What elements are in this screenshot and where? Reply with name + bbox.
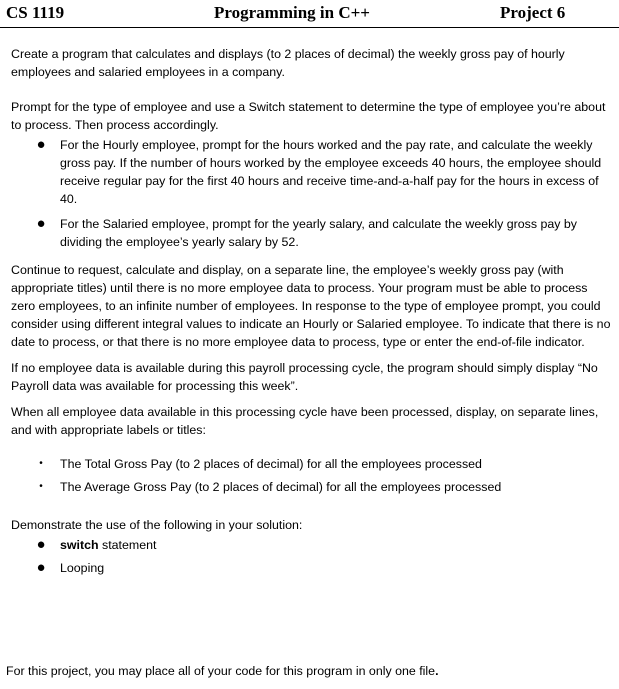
bullet-icon: • <box>39 458 43 469</box>
bullet-icon: • <box>39 481 43 492</box>
continue-paragraph: Continue to request, calculate and display, on a separate line, the employee’s weekly gross pay (with appropriate titles) until there is no more employee data to process. Your program must be able to process zero employees, to an infinite number of employees. In response to the type of employee prompt, you could consider using different integral values to indicate an Hourly or Salaried employee. To indicate that there is no date to process, or that there is no more employee data to process, type or enter the end-of-file indicator. <box>11 263 611 349</box>
when-all-paragraph: When all employee data available in this processing cycle have been processed, display, on separate lines, and with appropriate labels or titles: <box>11 405 599 437</box>
bullet-icon: ● <box>36 536 46 553</box>
project-number: Project 6 <box>500 3 566 22</box>
bullet-icon: ● <box>36 136 46 153</box>
document-header <box>0 0 619 28</box>
switch-keyword: switch <box>60 538 99 552</box>
list-item <box>11 136 613 208</box>
course-title: Programming in C++ <box>214 3 370 22</box>
looping-item-text: Looping <box>60 561 105 575</box>
final-note-text: For this project, you may place all of your code for this program in only one file <box>6 664 436 678</box>
average-gross-pay-text: The Average Gross Pay (to 2 places of decimal) for all the employees processed <box>60 480 502 494</box>
final-note <box>6 662 439 680</box>
prompt-paragraph: Prompt for the type of employee and use a Switch statement to determine the type of employee you’re about to process. Then process accordingly. <box>11 100 606 132</box>
switch-item-text: statement <box>98 538 157 552</box>
totals-list <box>11 455 613 496</box>
no-data-paragraph: If no employee data is available during this payroll processing cycle, the program should simply display “No Payroll data was available for processing this week”. <box>11 361 598 393</box>
bullet-icon: ● <box>36 215 46 232</box>
employee-type-list <box>11 136 613 251</box>
bullet-icon: ● <box>36 559 46 576</box>
list-item <box>11 478 613 496</box>
demonstrate-list <box>11 536 613 577</box>
list-item <box>11 455 613 473</box>
intro-paragraph: Create a program that calculates and displays (to 2 places of decimal) the weekly gross pay of hourly employees and salaried employees in a company. <box>11 47 565 79</box>
list-item <box>11 215 613 251</box>
list-item <box>11 559 613 577</box>
demonstrate-paragraph: Demonstrate the use of the following in your solution: <box>11 518 303 532</box>
final-note-period: . <box>435 664 439 678</box>
list-item <box>11 536 613 554</box>
salaried-employee-text: For the Salaried employee, prompt for the yearly salary, and calculate the weekly gross pay by dividing the employee’s yearly salary by 52. <box>60 217 577 249</box>
hourly-employee-text: For the Hourly employee, prompt for the hours worked and the pay rate, and calculate the weekly gross pay. If the number of hours worked by the employee exceeds 40 hours, the employee should receive regular pay for the first 40 hours and receive time-and-a-half pay for the hours in excess of 40. <box>60 138 602 206</box>
total-gross-pay-text: The Total Gross Pay (to 2 places of decimal) for all the employees processed <box>60 457 482 471</box>
course-code: CS 1119 <box>6 3 65 22</box>
assignment-body <box>11 45 613 582</box>
